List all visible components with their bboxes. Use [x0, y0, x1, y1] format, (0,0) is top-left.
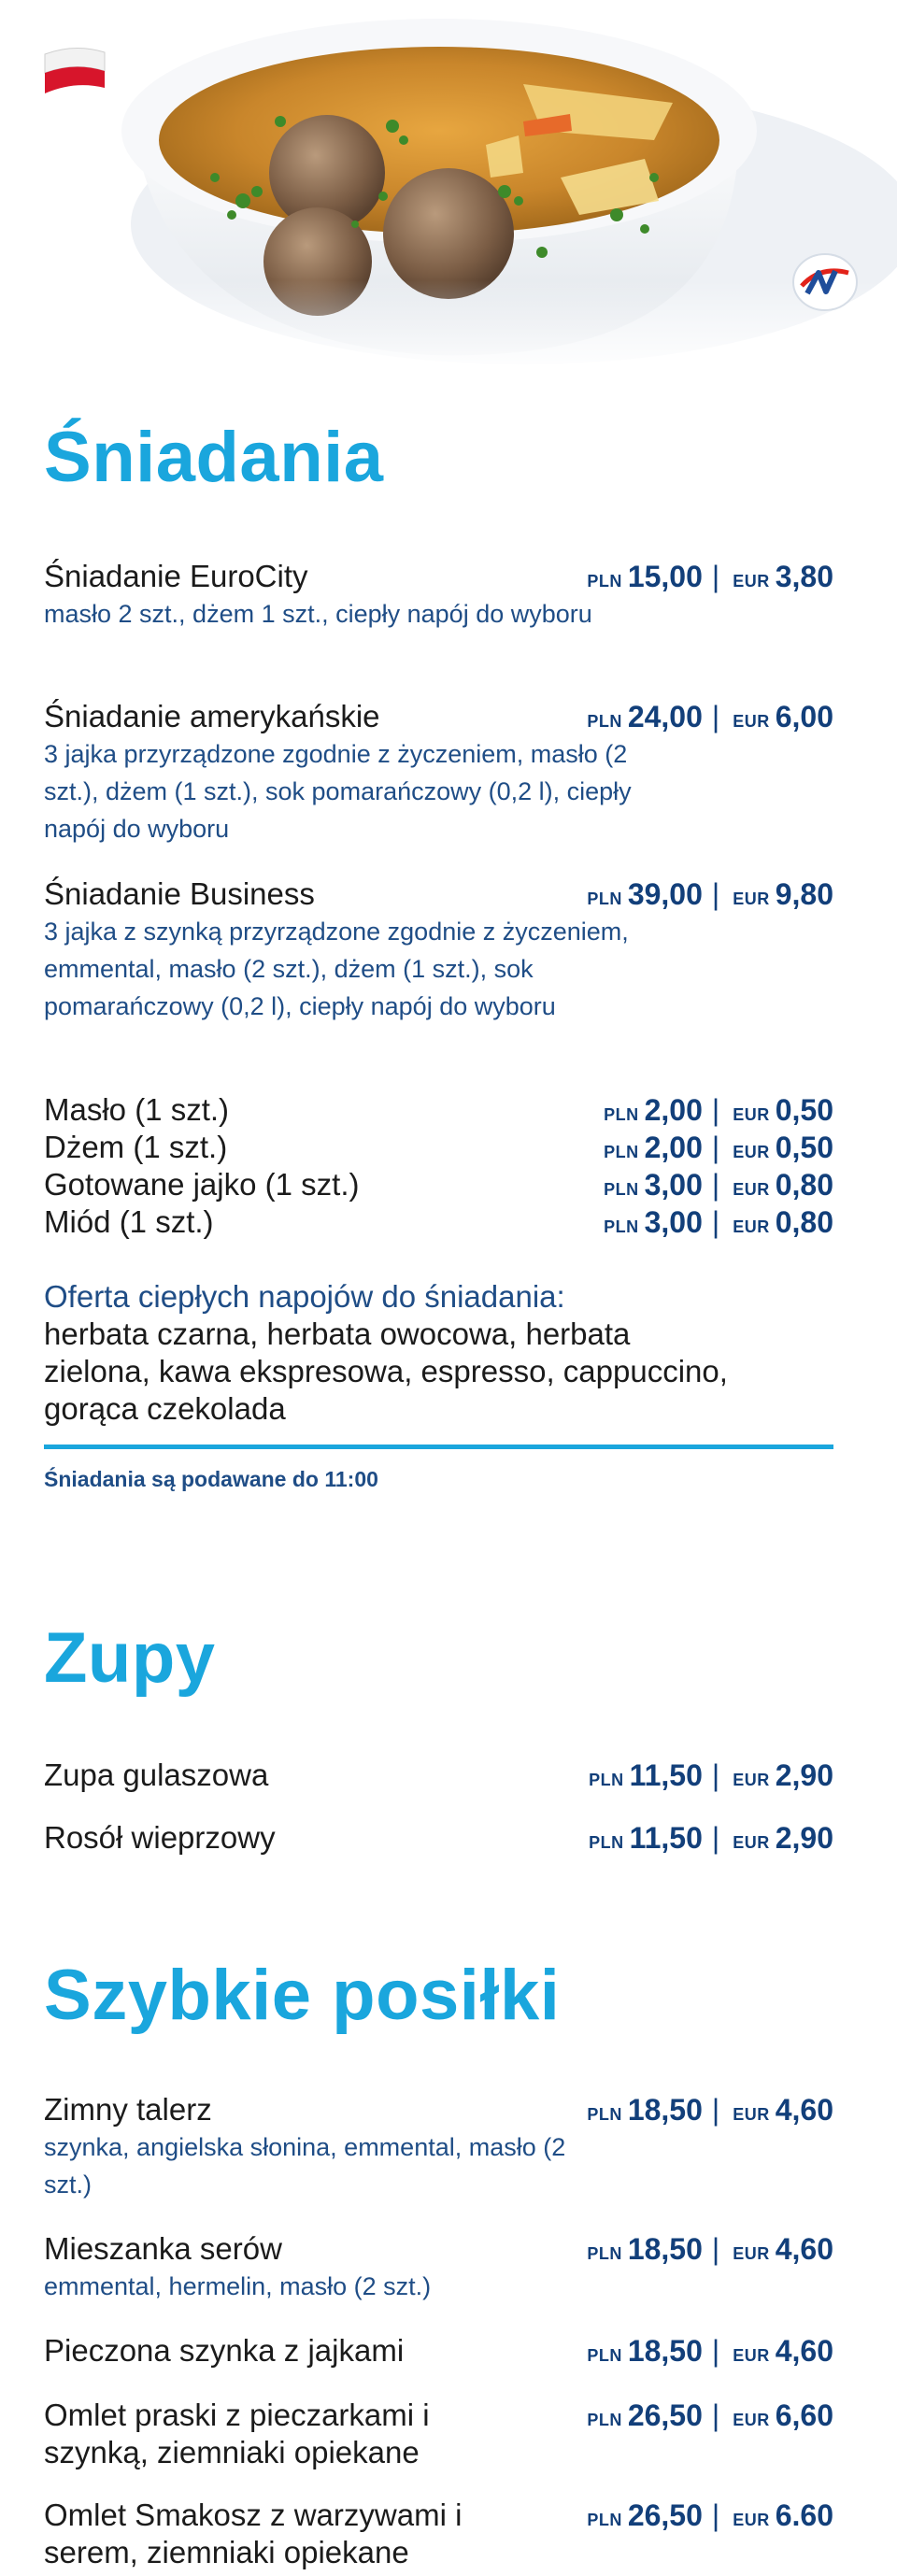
item-description: 3 jajka przyrządzone zgodnie z życzeniem, masło (2 szt.), dżem (1 szt.), sok pomarańczowy (0,2 l), ciepły napój do wyboru	[44, 740, 632, 843]
item-price: PLN 11,50 | EUR 2,90	[589, 1758, 833, 1792]
section-breakfast	[44, 418, 833, 497]
item-price: PLN 2,00 | EUR 0,50	[604, 1131, 833, 1164]
offer-text: herbata czarna, herbata owocowa, herbata zielona, kawa ekspresowa, espresso, cappuccino, gorąca czekolada	[44, 1316, 728, 1426]
item-price: PLN 18,50 | EUR 4,60	[587, 2334, 833, 2368]
divider	[44, 1445, 833, 1449]
extras-list	[44, 1091, 833, 1241]
menu-item	[44, 1757, 833, 1794]
poland-flag-icon	[41, 39, 108, 99]
soup-bowl-illustration	[0, 0, 897, 374]
item-price: PLN 18,50 | EUR 4,60	[587, 2232, 833, 2266]
item-name: Zupa gulaszowa	[44, 1758, 269, 1792]
item-description: masło 2 szt., dżem 1 szt., ciepły napój do wyboru	[44, 600, 592, 628]
menu-item	[44, 2230, 833, 2305]
menu-item	[44, 2091, 833, 2203]
item-name: Pieczona szynka z jajkami	[44, 2333, 405, 2368]
serving-time-note: Śniadania są podawane do 11:00	[44, 1467, 378, 1491]
menu-item	[44, 1819, 833, 1857]
item-name: Mieszanka serów	[44, 2231, 282, 2266]
menu-item	[44, 2497, 833, 2571]
hot-drinks-offer	[44, 1278, 833, 1428]
item-price: PLN 2,00 | EUR 0,50	[604, 1093, 833, 1127]
item-name: Rosół wieprzowy	[44, 1820, 276, 1855]
item-description: szynka, angielska słonina, emmental, masło (2 szt.)	[44, 2133, 566, 2199]
list-item	[44, 1129, 833, 1166]
section-soups	[44, 1618, 833, 1698]
section-title-soups: Zupy	[44, 1618, 216, 1698]
item-name: Śniadanie Business	[44, 876, 315, 911]
item-name: Gotowane jajko (1 szt.)	[44, 1167, 360, 1202]
item-price: PLN 26,50 | EUR 6.60	[587, 2498, 833, 2532]
item-name: Śniadanie EuroCity	[44, 559, 308, 593]
item-price: PLN 3,00 | EUR 0,80	[604, 1168, 833, 1202]
menu-item	[44, 558, 833, 633]
item-name: Śniadanie amerykańskie	[44, 699, 380, 733]
section-title-breakfast: Śniadania	[44, 418, 384, 497]
item-price: PLN 26,50 | EUR 6,60	[587, 2398, 833, 2432]
item-name: Zimny talerz	[44, 2092, 212, 2127]
item-price: PLN 39,00 | EUR 9,80	[587, 877, 833, 911]
menu-item	[44, 698, 833, 847]
menu-item	[44, 2397, 833, 2471]
item-price: PLN 18,50 | EUR 4,60	[587, 2093, 833, 2127]
menu-item	[44, 2332, 833, 2370]
item-name: Omlet Smakosz z warzywami i serem, ziemniaki opiekane	[44, 2498, 463, 2569]
item-name: Masło (1 szt.)	[44, 1092, 230, 1127]
item-price: PLN 11,50 | EUR 2,90	[589, 1821, 833, 1855]
list-item	[44, 1166, 833, 1203]
section-divider	[44, 1445, 833, 1449]
section-quick-meals	[44, 1956, 833, 2035]
item-name: Dżem (1 szt.)	[44, 1130, 228, 1164]
list-item	[44, 1203, 833, 1241]
offer-title: Oferta ciepłych napojów do śniadania:	[44, 1279, 565, 1314]
item-price: PLN 24,00 | EUR 6,00	[587, 700, 833, 733]
item-description: emmental, hermelin, masło (2 szt.)	[44, 2272, 432, 2300]
list-item	[44, 1091, 833, 1129]
menu-item	[44, 875, 833, 1025]
item-name: Omlet praski z pieczarkami i szynką, ziemniaki opiekane	[44, 2398, 430, 2469]
item-description: 3 jajka z szynką przyrządzone zgodnie z życzeniem, emmental, masło (2 szt.), dżem (1 szt.), sok pomarańczowy (0,2 l), ciepły napój do wyboru	[44, 918, 629, 1020]
hero-soup-image	[0, 0, 897, 374]
carrier-logo-icon	[783, 245, 867, 320]
item-price: PLN 3,00 | EUR 0,80	[604, 1205, 833, 1239]
item-price: PLN 15,00 | EUR 3,80	[587, 560, 833, 593]
item-name: Miód (1 szt.)	[44, 1204, 214, 1239]
breakfast-note	[44, 1467, 833, 1492]
section-title-quick-meals: Szybkie posiłki	[44, 1956, 561, 2035]
